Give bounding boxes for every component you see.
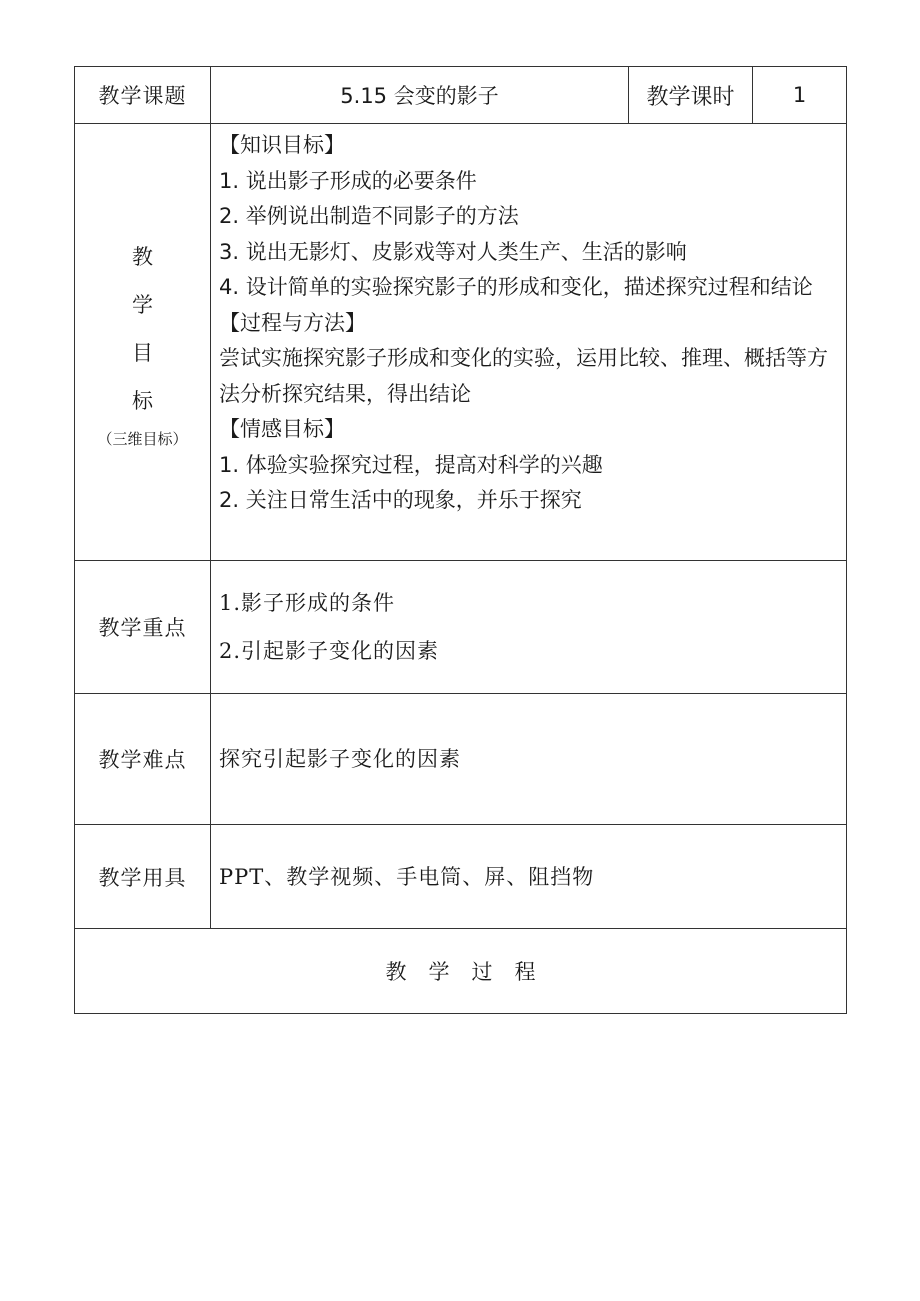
goals-label	[75, 124, 211, 561]
topic-label: 教学课题	[75, 67, 211, 124]
process-heading: 教学过程	[75, 929, 847, 1014]
topic-row	[75, 67, 847, 124]
knowledge-item-3: 3. 说出无影灯、皮影戏等对人类生产、生活的影响	[219, 239, 687, 264]
goals-content	[211, 124, 847, 561]
key-point-item-1: 1.影子形成的条件	[219, 591, 396, 615]
hours-label: 教学课时	[629, 67, 753, 124]
goals-label-sub: （三维目标）	[97, 430, 188, 448]
emotion-item-2: 2. 关注日常生活中的现象，并乐于探究	[219, 488, 582, 512]
knowledge-heading: 【知识目标】	[219, 133, 345, 157]
emotion-item-1: 1. 体验实验探究过程，提高对科学的兴趣	[219, 452, 603, 477]
goals-label-char-2: 学	[132, 293, 153, 317]
goals-label-char-3: 目	[132, 341, 153, 365]
key-points-row	[75, 561, 847, 694]
tools-content: PPT、教学视频、手电筒、屏、阻挡物	[211, 825, 847, 929]
process-row	[75, 929, 847, 1014]
process-method-text: 尝试实施探究影子形成和变化的实验，运用比较、推理、概括等方法分析探究结果，得出结论	[219, 346, 828, 406]
knowledge-item-2: 2. 举例说出制造不同影子的方法	[219, 204, 519, 228]
tools-row	[75, 825, 847, 929]
goals-row	[75, 124, 847, 561]
goals-label-char-4: 标	[132, 389, 153, 413]
lesson-plan-table	[74, 66, 847, 1014]
hours-value: 1	[753, 67, 847, 124]
difficulties-row	[75, 694, 847, 825]
process-method-heading: 【过程与方法】	[219, 310, 366, 335]
knowledge-item-4: 4. 设计简单的实验探究影子的形成和变化，描述探究过程和结论	[219, 275, 813, 299]
tools-label: 教学用具	[75, 825, 211, 929]
difficulties-label: 教学难点	[75, 694, 211, 825]
key-points-content	[211, 561, 847, 694]
topic-value: 5.15 会变的影子	[211, 67, 629, 124]
knowledge-item-1: 1. 说出影子形成的必要条件	[219, 168, 477, 193]
key-point-item-2: 2.引起影子变化的因素	[219, 639, 440, 663]
difficulties-content: 探究引起影子变化的因素	[211, 694, 847, 825]
goals-label-char-1: 教	[132, 245, 153, 269]
key-points-label: 教学重点	[75, 561, 211, 694]
emotion-heading: 【情感目标】	[219, 417, 345, 441]
